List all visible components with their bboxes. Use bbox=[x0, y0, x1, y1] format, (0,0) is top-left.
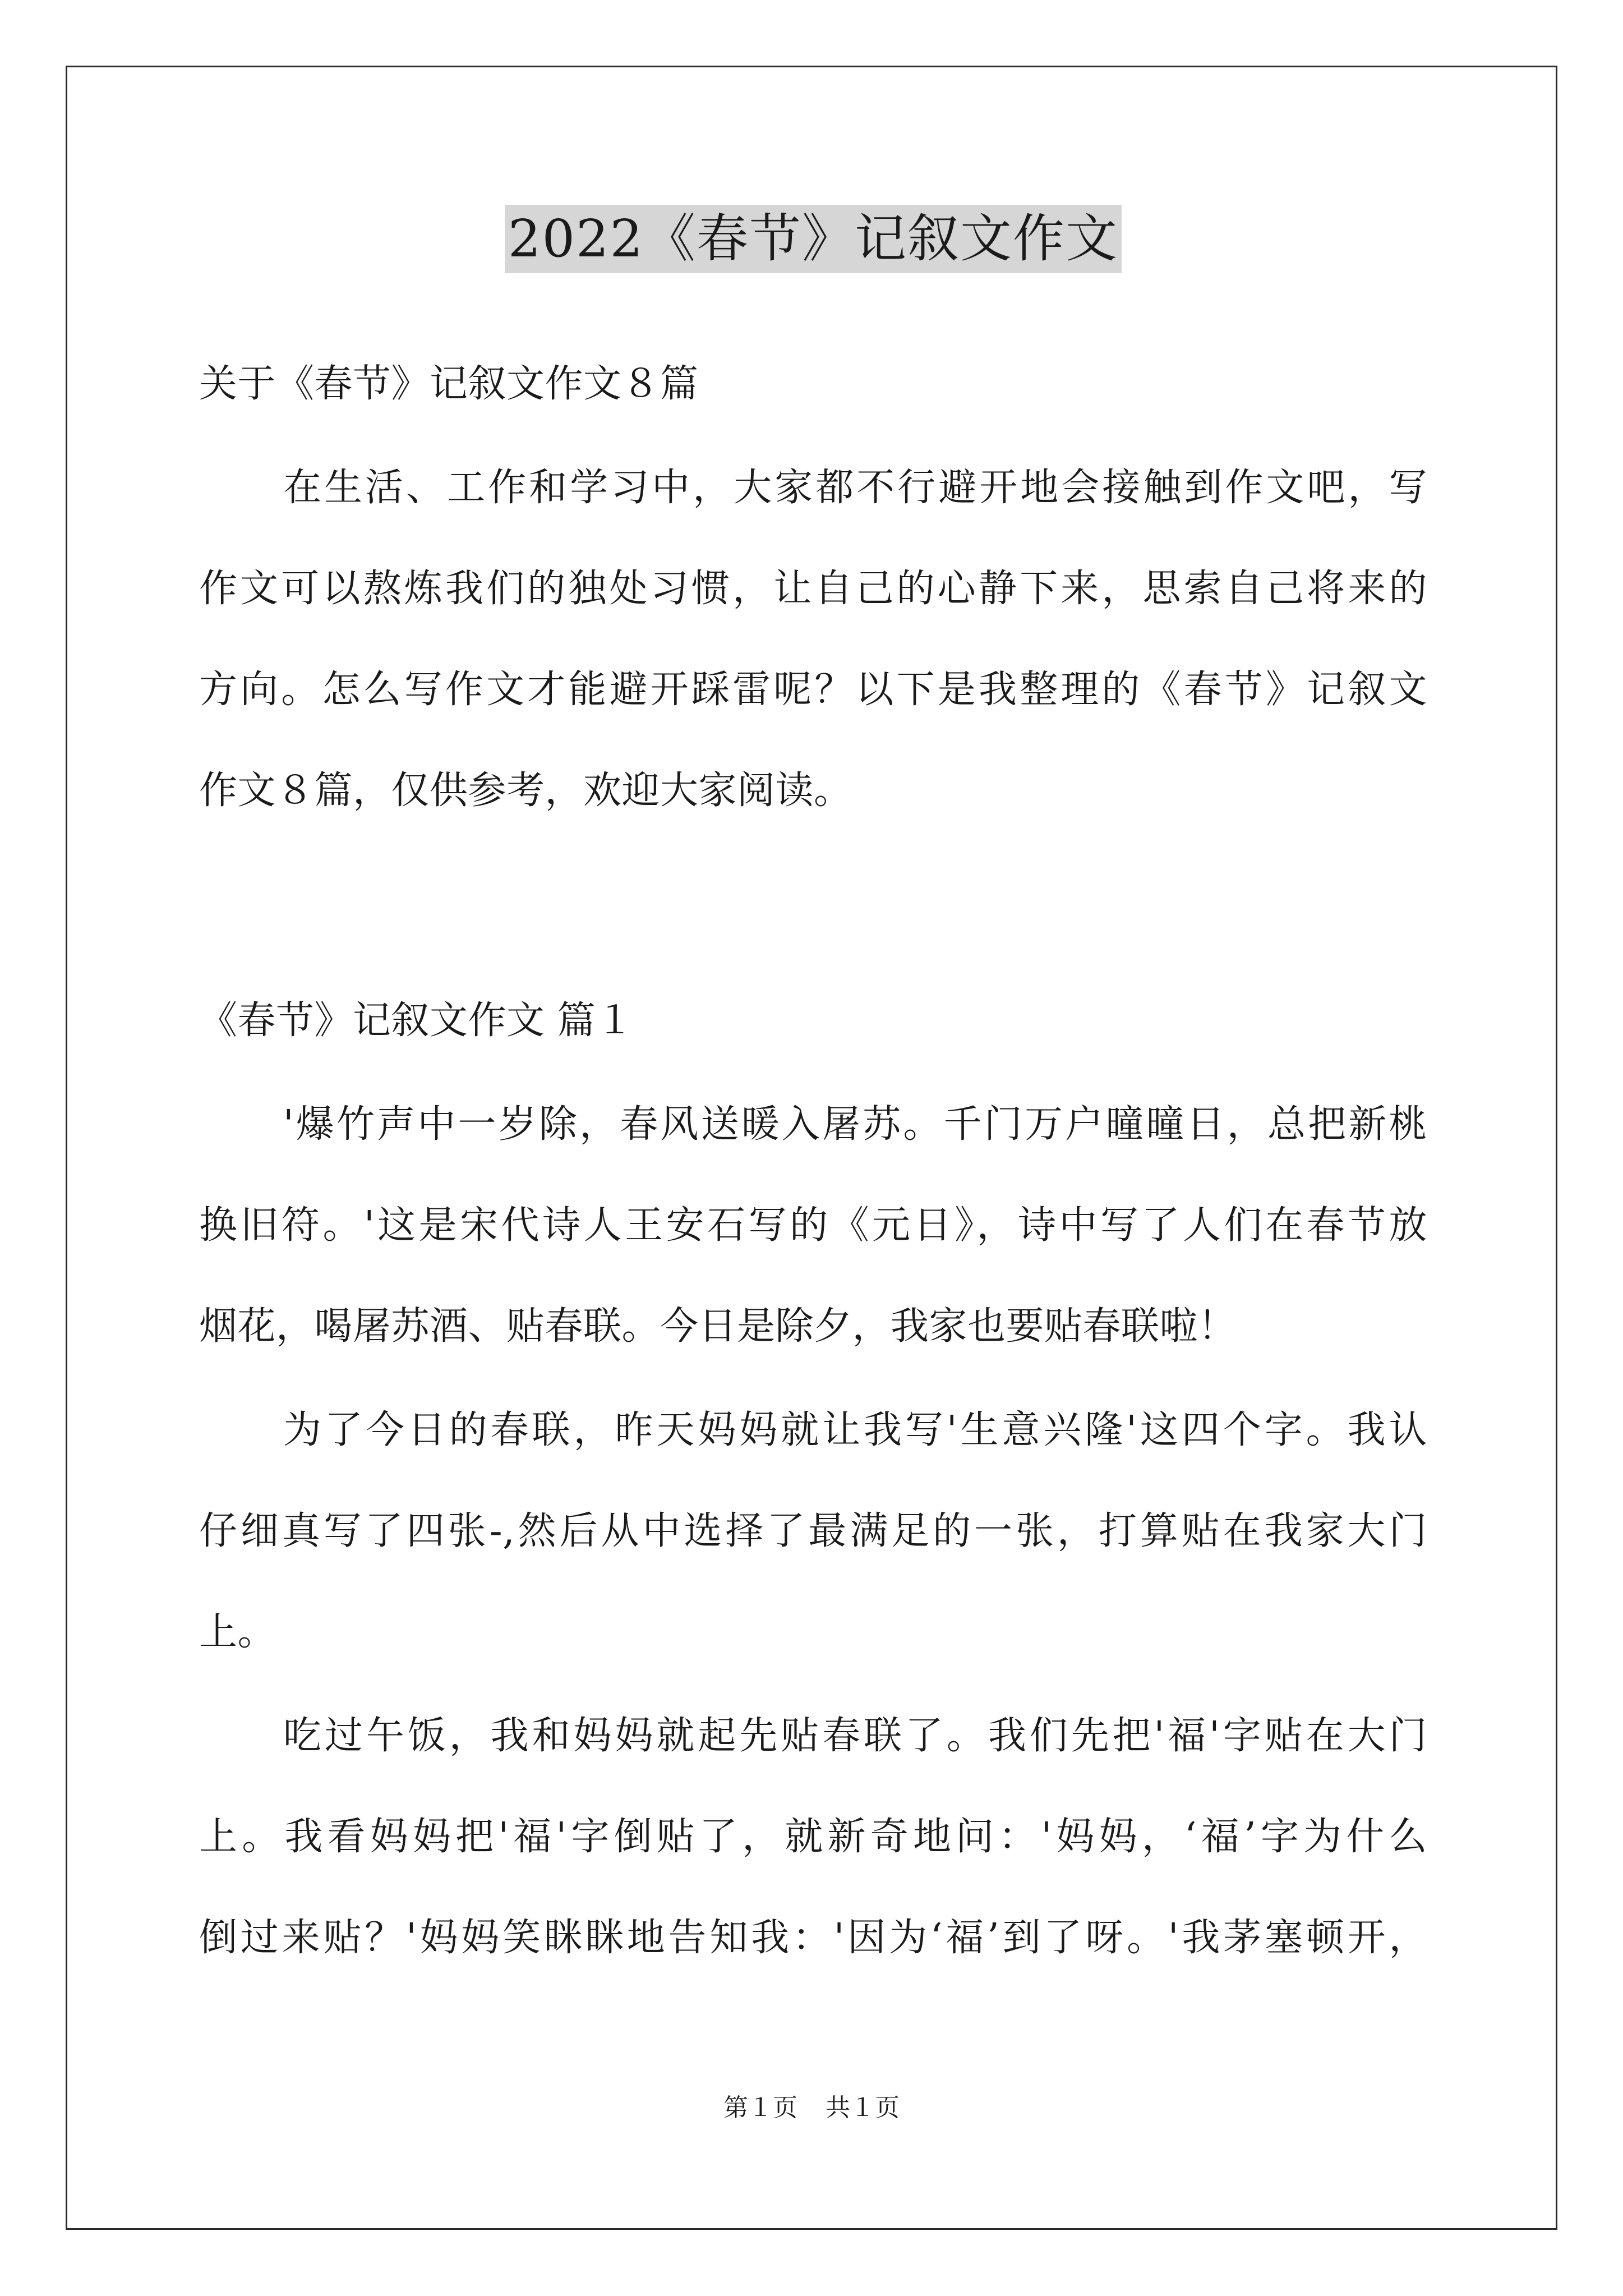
document-subtitle: 关于《春节》记叙文作文８篇 bbox=[199, 362, 699, 406]
para2-line-3: 上。 bbox=[199, 1610, 276, 1654]
para1-line-3: 烟花，喝屠苏酒、贴春联。今日是除夕，我家也要贴春联啦！ bbox=[199, 1304, 1237, 1349]
intro-line-2: 作文可以熬炼我们的独处习惯，让自己的心静下来，思索自己将来的 bbox=[199, 567, 1427, 611]
para1-line-2: 换旧符。'这是宋代诗人王安石写的《元日》，诗中写了人们在春节放 bbox=[199, 1203, 1427, 1248]
para3-line-1: 吃过午饭，我和妈妈就起先贴春联了。我们先把'福'字贴在大门 bbox=[283, 1714, 1427, 1758]
intro-line-3: 方向。怎么写作文才能避开踩雷呢？以下是我整理的《春节》记叙文 bbox=[199, 668, 1427, 712]
para3-line-2: 上。我看妈妈把'福'字倒贴了，就新奇地问：'妈妈，‘福’字为什么 bbox=[199, 1815, 1427, 1859]
para3-line-3: 倒过来贴？'妈妈笑眯眯地告知我：'因为‘福’到了呀。'我茅塞顿开， bbox=[199, 1916, 1427, 1960]
section-heading: 《春节》记叙文作文 篇１ bbox=[199, 999, 634, 1043]
page-number: 第１页 bbox=[723, 2093, 797, 2122]
para1-line-1: '爆竹声中一岁除，春风送暖入屠苏。千门万户曈曈日，总把新桃 bbox=[283, 1102, 1427, 1147]
para2-line-1: 为了今日的春联，昨天妈妈就让我写'生意兴隆'这四个字。我认 bbox=[283, 1408, 1427, 1452]
page-total: 共１页 bbox=[826, 2093, 900, 2122]
page-footer bbox=[0, 2092, 1623, 2124]
para2-line-2: 仔细真写了四张-,然后从中选择了最满足的一张，打算贴在我家大门 bbox=[199, 1509, 1427, 1553]
document-title: 2022《春节》记叙文作文 bbox=[505, 205, 1122, 273]
intro-line-1: 在生活、工作和学习中，大家都不行避开地会接触到作文吧，写 bbox=[283, 466, 1427, 510]
title-container bbox=[199, 205, 1427, 273]
intro-line-4: 作文８篇，仅供参考，欢迎大家阅读。 bbox=[199, 769, 852, 813]
